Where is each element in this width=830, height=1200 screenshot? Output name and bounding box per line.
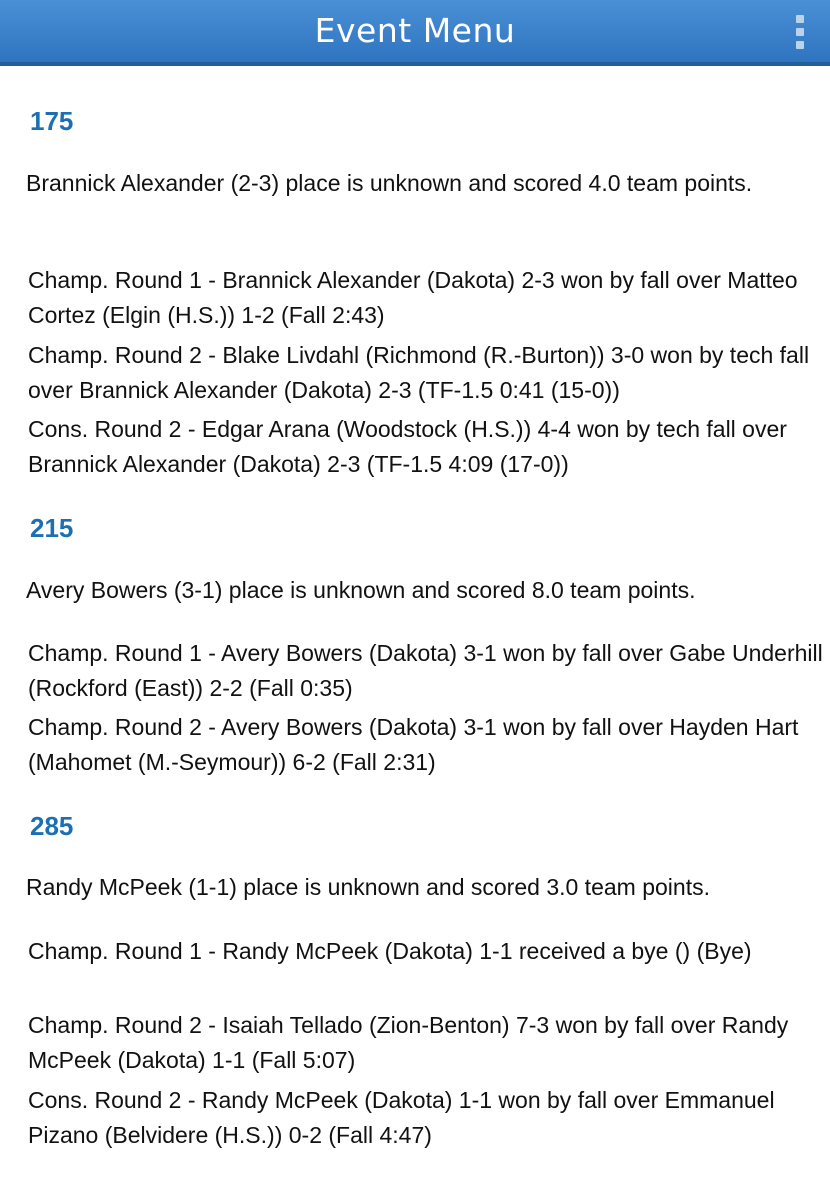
wrestler-summary: Randy McPeek (1-1) place is unknown and scored 3.0 team points.: [26, 874, 710, 900]
header-bar: [0, 0, 830, 66]
wrestler-summary: Brannick Alexander (2-3) place is unknown and scored 4.0 team points.: [26, 170, 753, 196]
match-result: Champ. Round 1 - Randy McPeek (Dakota) 1-1 received a bye () (Bye): [28, 938, 752, 964]
weight-heading: 175: [30, 106, 74, 136]
weight-heading: 215: [30, 513, 74, 543]
match-result: Champ. Round 2 - Blake Livdahl (Richmond (R.-Burton)) 3-0 won by tech fall over Brannick Alexander (Dakota) 2-3 (TF-1.5 0:41 (15-0)): [28, 342, 810, 403]
vertical-dots-icon[interactable]: [790, 15, 810, 49]
match-result: Champ. Round 2 - Isaiah Tellado (Zion-Benton) 7-3 won by fall over Randy McPeek (Dakota) 1-1 (Fall 5:07): [28, 1012, 789, 1073]
match-result: Cons. Round 2 - Randy McPeek (Dakota) 1-1 won by fall over Emmanuel Pizano (Belvidere (H.S.)) 0-2 (Fall 4:47): [28, 1087, 775, 1148]
weight-heading: 285: [30, 811, 74, 841]
match-result: Champ. Round 1 - Avery Bowers (Dakota) 3-1 won by fall over Gabe Underhill (Rockford (East)) 2-2 (Fall 0:35): [28, 640, 823, 701]
page-title: Event Menu: [314, 11, 516, 50]
match-result: Champ. Round 1 - Brannick Alexander (Dakota) 2-3 won by fall over Matteo Cortez (Elgin (H.S.)) 1-2 (Fall 2:43): [28, 267, 798, 328]
match-result: Cons. Round 2 - Edgar Arana (Woodstock (H.S.)) 4-4 won by tech fall over Brannick Alexander (Dakota) 2-3 (TF-1.5 4:09 (17-0)): [28, 416, 787, 477]
wrestler-summary: Avery Bowers (3-1) place is unknown and scored 8.0 team points.: [26, 577, 696, 603]
match-result: Champ. Round 2 - Avery Bowers (Dakota) 3-1 won by fall over Hayden Hart (Mahomet (M.-Seymour)) 6-2 (Fall 2:31): [28, 714, 799, 775]
